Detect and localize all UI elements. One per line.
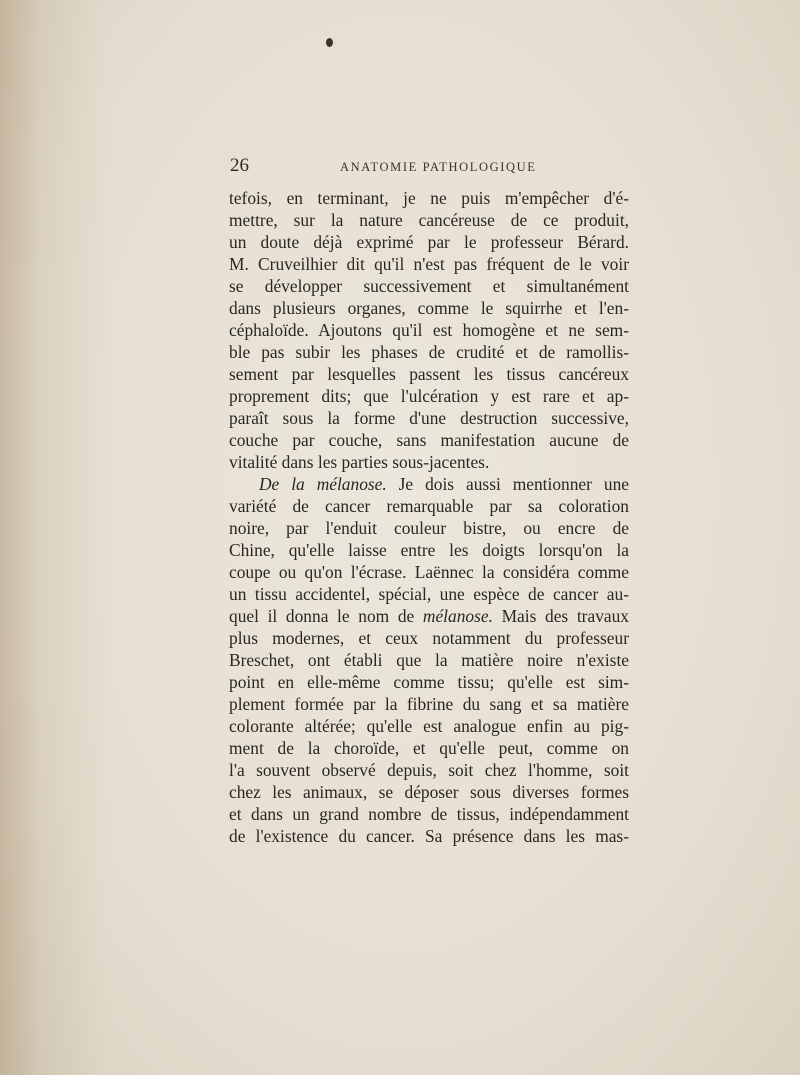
text-line: ment de la choroïde, et qu'elle peut, comme on	[229, 738, 629, 758]
text-line: M. Cruveilhier dit qu'il n'est pas fréquent de le voir	[229, 254, 629, 274]
text-span: Mais des travaux	[492, 606, 630, 626]
text-line: proprement dits; que l'ulcération y est rare et ap-	[229, 386, 629, 406]
text-line: tefois, en terminant, je ne puis m'empêcher d'é-	[229, 188, 629, 208]
text-line: plement formée par la fibrine du sang et sa matière	[229, 694, 629, 714]
text-line: couche par couche, sans manifestation aucune de	[229, 430, 629, 450]
text-line: sement par lesquelles passent les tissus cancéreux	[229, 364, 629, 384]
text-line: chez les animaux, se déposer sous diverses formes	[229, 782, 629, 802]
italic-term: mélanose.	[422, 606, 493, 626]
text-line: plus modernes, et ceux notamment du professeur	[229, 628, 629, 648]
text-line: Breschet, ont établi que la matière noire n'existe	[229, 650, 629, 670]
text-line: un tissu accidentel, spécial, une espèce de cancer au-	[229, 584, 629, 604]
text-span: quel il donna le nom de	[229, 606, 423, 626]
text-span: Je dois aussi mentionner une	[386, 474, 629, 494]
text-line: paraît sous la forme d'une destruction successive,	[229, 408, 629, 428]
text-line: se développer successivement et simultanément	[229, 276, 629, 296]
body-text	[229, 187, 629, 847]
page-header	[230, 155, 628, 179]
text-line: ble pas subir les phases de crudité et de ramollis-	[229, 342, 629, 362]
running-head: ANATOMIE PATHOLOGIQUE	[340, 160, 537, 174]
text-line: colorante altérée; qu'elle est analogue enfin au pig-	[229, 716, 629, 736]
text-line: mettre, sur la nature cancéreuse de ce produit,	[229, 210, 629, 230]
text-line: point en elle-même comme tissu; qu'elle est sim-	[229, 672, 629, 692]
ink-speck	[326, 38, 333, 47]
text-line: vitalité dans les parties sous-jacentes.	[229, 452, 490, 472]
text-line: l'a souvent observé depuis, soit chez l'homme, soit	[229, 760, 629, 780]
text-line: de l'existence du cancer. Sa présence dans les mas-	[229, 826, 629, 846]
text-line	[229, 605, 629, 627]
text-line: Chine, qu'elle laisse entre les doigts lorsqu'on la	[229, 540, 629, 560]
text-line: coupe ou qu'on l'écrase. Laënnec la considéra comme	[229, 562, 629, 582]
text-line: dans plusieurs organes, comme le squirrhe et l'en-	[229, 298, 629, 318]
paragraph-start-line	[229, 473, 629, 495]
text-line: variété de cancer remarquable par sa coloration	[229, 496, 629, 516]
text-line: et dans un grand nombre de tissus, indépendamment	[229, 804, 629, 824]
page-number: 26	[230, 155, 249, 176]
text-line: céphaloïde. Ajoutons qu'il est homogène et ne sem-	[229, 320, 629, 340]
text-line: un doute déjà exprimé par le professeur Bérard.	[229, 232, 629, 252]
text-line: noire, par l'enduit couleur bistre, ou encre de	[229, 518, 629, 538]
section-heading-italic: De la mélanose.	[259, 474, 387, 494]
